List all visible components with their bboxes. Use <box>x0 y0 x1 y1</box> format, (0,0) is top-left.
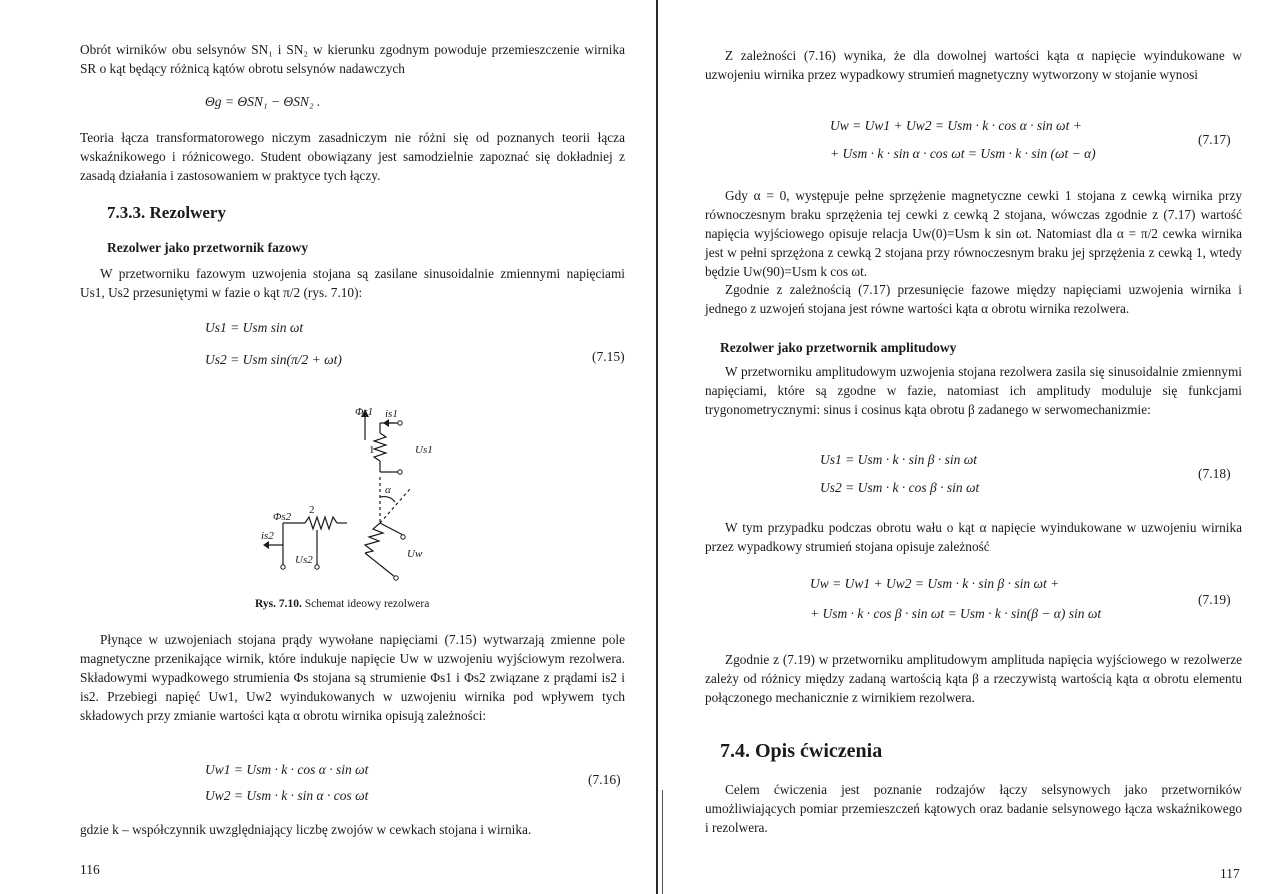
alpha-arc <box>380 497 395 502</box>
terminal-s2-left <box>281 565 285 569</box>
terminal-s1-bottom <box>398 470 402 474</box>
equation-number-7-15: (7.15) <box>592 349 625 364</box>
phase-shift-paragraph: Zgodnie z zależnością (7.17) przesunięcie fazowe między napięciami uzwojenia wirnika i jednego z uzwojeń stojana jest równe wartości kąta α obrotu wirnika rezolwera. <box>705 282 1242 316</box>
exercise-aim-paragraph: Celem ćwiczenia jest poznanie rodzajów łączy selsynowych jako przetworników umożliwiających pomiar przemieszczeń kątowych oraz badanie selsynowego łącza wskaźnikowego i rezolwera. <box>705 782 1242 835</box>
subsection-amplitude-converter: Rezolwer jako przetwornik amplitudowy <box>720 340 957 355</box>
currents-paragraph: Płynące w uzwojeniach stojana prądy wywołane napięciami (7.15) wytwarzają zmienne pole magnetyczne przenikające wirnik, które indukuje napięcie Uw w uzwojeniu wyjściowym rezolwera. Składowymi wypadkowego strumienia Φs stojana są strumienie Φs1 i Φs2 związane z prądami is2 i is2. Przebiegi napięć Uw1, Uw2 wyindukowanych w uzwojeniu wirnika pod wpływem tych składowych przy zmianie wartości kąta α obrotu wirnika opisują zależności: <box>80 632 625 723</box>
page-number-left: 116 <box>80 862 100 877</box>
equation-7-17-line1: Uw = Uw1 + Uw2 = Usm · k · cos α · sin ωt + <box>830 118 1082 133</box>
equation-number-7-16: (7.16) <box>588 772 621 787</box>
theory-paragraph: Teoria łącza transformatorowego niczym zasadniczym nie różni się od poznanych teorii łącza wskaźnikowego i różnicowego. Student obowiązany jest samodzielnie zapoznać się dokładniej z zasadą działania i zastosowaniem w praktyce tych łączy. <box>80 130 625 183</box>
is2-arrowhead <box>263 541 269 549</box>
equation-7-17-line2: + Usm · k · sin α · cos ωt = Usm · k · sin (ωt − α) <box>830 146 1096 161</box>
terminal-w-top <box>401 535 405 539</box>
right-page <box>660 0 1262 894</box>
phase-intro-paragraph: W przetworniku fazowym uzwojenia stojana są zasilane sinusoidalnie zmiennymi napięciami Us1, Us2 przesuniętymi w fazie o kąt π/2 (rys. 7.10): <box>80 266 625 300</box>
label-us2: Us2 <box>295 554 313 566</box>
label-is2: is2 <box>261 530 274 542</box>
equation-7-18-line1: Us1 = Usm · k · sin β · sin ωt <box>820 452 977 467</box>
coil1-winding <box>374 433 386 461</box>
equation-7-18-line2: Us2 = Usm · k · cos β · sin ωt <box>820 480 980 495</box>
equation-number-7-18: (7.18) <box>1198 466 1231 481</box>
is1-arrowhead <box>383 419 389 427</box>
terminal-s1-top <box>398 421 402 425</box>
right-intro-paragraph: Z zależności (7.16) wynika, że dla dowolnej wartości kąta α napięcie wyindukowane w uzwojeniu wirnika przez wypadkowy strumień magnetyczny wytworzony w stojanie wynosi <box>705 48 1242 82</box>
resolver-schematic-figure <box>255 405 455 585</box>
equation-7-19-line2: + Usm · k · cos β · sin ωt = Usm · k · sin(β − α) sin ωt <box>810 606 1102 621</box>
label-coil-1: 1 <box>369 444 375 456</box>
figure-caption: Rys. 7.10. Schemat ideowy rezolwera <box>255 598 430 610</box>
label-phi-s1: Φs1 <box>355 406 374 418</box>
label-uw: Uw <box>407 548 423 560</box>
shaft-paragraph: W tym przypadku podczas obrotu wału o kąt α napięcie wyindukowane w uzwojeniu wirnika przez wypadkowy strumień stojana opisuje zależność <box>705 520 1242 554</box>
equation-number-7-19: (7.19) <box>1198 592 1231 607</box>
terminal-s2-right <box>315 565 319 569</box>
section-title-exercise: 7.4. Opis ćwiczenia <box>720 740 883 762</box>
equation-7-15-line1: Us1 = Usm sin ωt <box>205 320 304 335</box>
equation-7-16-line2: Uw2 = Usm · k · sin α · cos ωt <box>205 788 369 803</box>
amplitude-conclusion-paragraph: Zgodnie z (7.19) w przetworniku amplitudowym amplituda napięcia wyjściowego w rezolwerze zależy od różnicy między zadaną wartością kąta β a rzeczywistą wartością kąta α obrotu elementu połączonego mechanicznie z wirnikiem rezolwera. <box>705 652 1242 705</box>
coil2-winding <box>305 517 337 529</box>
subsection-phase-converter: Rezolwer jako przetwornik fazowy <box>107 240 309 255</box>
label-alpha: α <box>385 484 391 496</box>
label-us1: Us1 <box>415 444 433 456</box>
label-coil-2: 2 <box>309 504 315 516</box>
section-title-rezolwery: 7.3.3. Rezolwery <box>107 203 226 222</box>
rotor-coil-winding <box>365 523 383 553</box>
equation-7-16-line1: Uw1 = Usm · k · cos α · sin ωt <box>205 762 369 777</box>
equation-number-7-17: (7.17) <box>1198 132 1231 147</box>
amplitude-intro-paragraph: W przetworniku amplitudowym uzwojenia stojana rezolwera zasila się sinusoidalnie zmiennymi napięciami, które są zgodne w fazie, natomiast ich amplitudy moduluje się funkcjami trygonometrycznymi: sinus i cosinus kąta obrotu β zadanego w serwomechanizmie: <box>705 364 1242 417</box>
terminal-w-bottom <box>394 576 398 580</box>
page-number-right: 117 <box>1220 866 1240 881</box>
intro-paragraph: Obrót wirników obu selsynów SN₁ i SN₂ w kierunku zgodnym powoduje przemieszczenie wirnika SR o kąt będący różnicą kątów obrotu selsynów nadawczych <box>80 42 625 76</box>
equation-7-19-line1: Uw = Uw1 + Uw2 = Usm · k · sin β · sin ωt + <box>810 576 1060 591</box>
label-is1: is1 <box>385 408 398 420</box>
page-gutter <box>656 0 658 894</box>
equation-theta: Θg = ΘSN₁ − ΘSN₂ . <box>205 94 321 109</box>
rotor-lead-lower <box>365 553 395 577</box>
equation-7-15-line2: Us2 = Usm sin(π/2 + ωt) <box>205 352 342 367</box>
label-phi-s2: Φs2 <box>273 511 292 523</box>
k-definition: gdzie k – współczynnik uwzględniający liczbę zwojów w cewkach stojana i wirnika. <box>80 822 532 837</box>
alpha-zero-paragraph: Gdy α = 0, występuje pełne sprzężenie magnetyczne cewki 1 stojana z cewką wirnika przy równoczesnym braku sprzężenia tej cewki z cewką 2 stojana, wówczas zgodnie z (7.17) wartość napięcia wyjściowego opisuje relacja Uw(0)=Usm k sin ωt. Natomiast dla α = π/2 cewka wirnika jest w pełni sprzężona z cewką 2 stojana przy równoczesnym braku jej sprzężenia z cewką 1, wtedy będzie Uw(90)=Usm k cos ωt. <box>705 188 1242 279</box>
